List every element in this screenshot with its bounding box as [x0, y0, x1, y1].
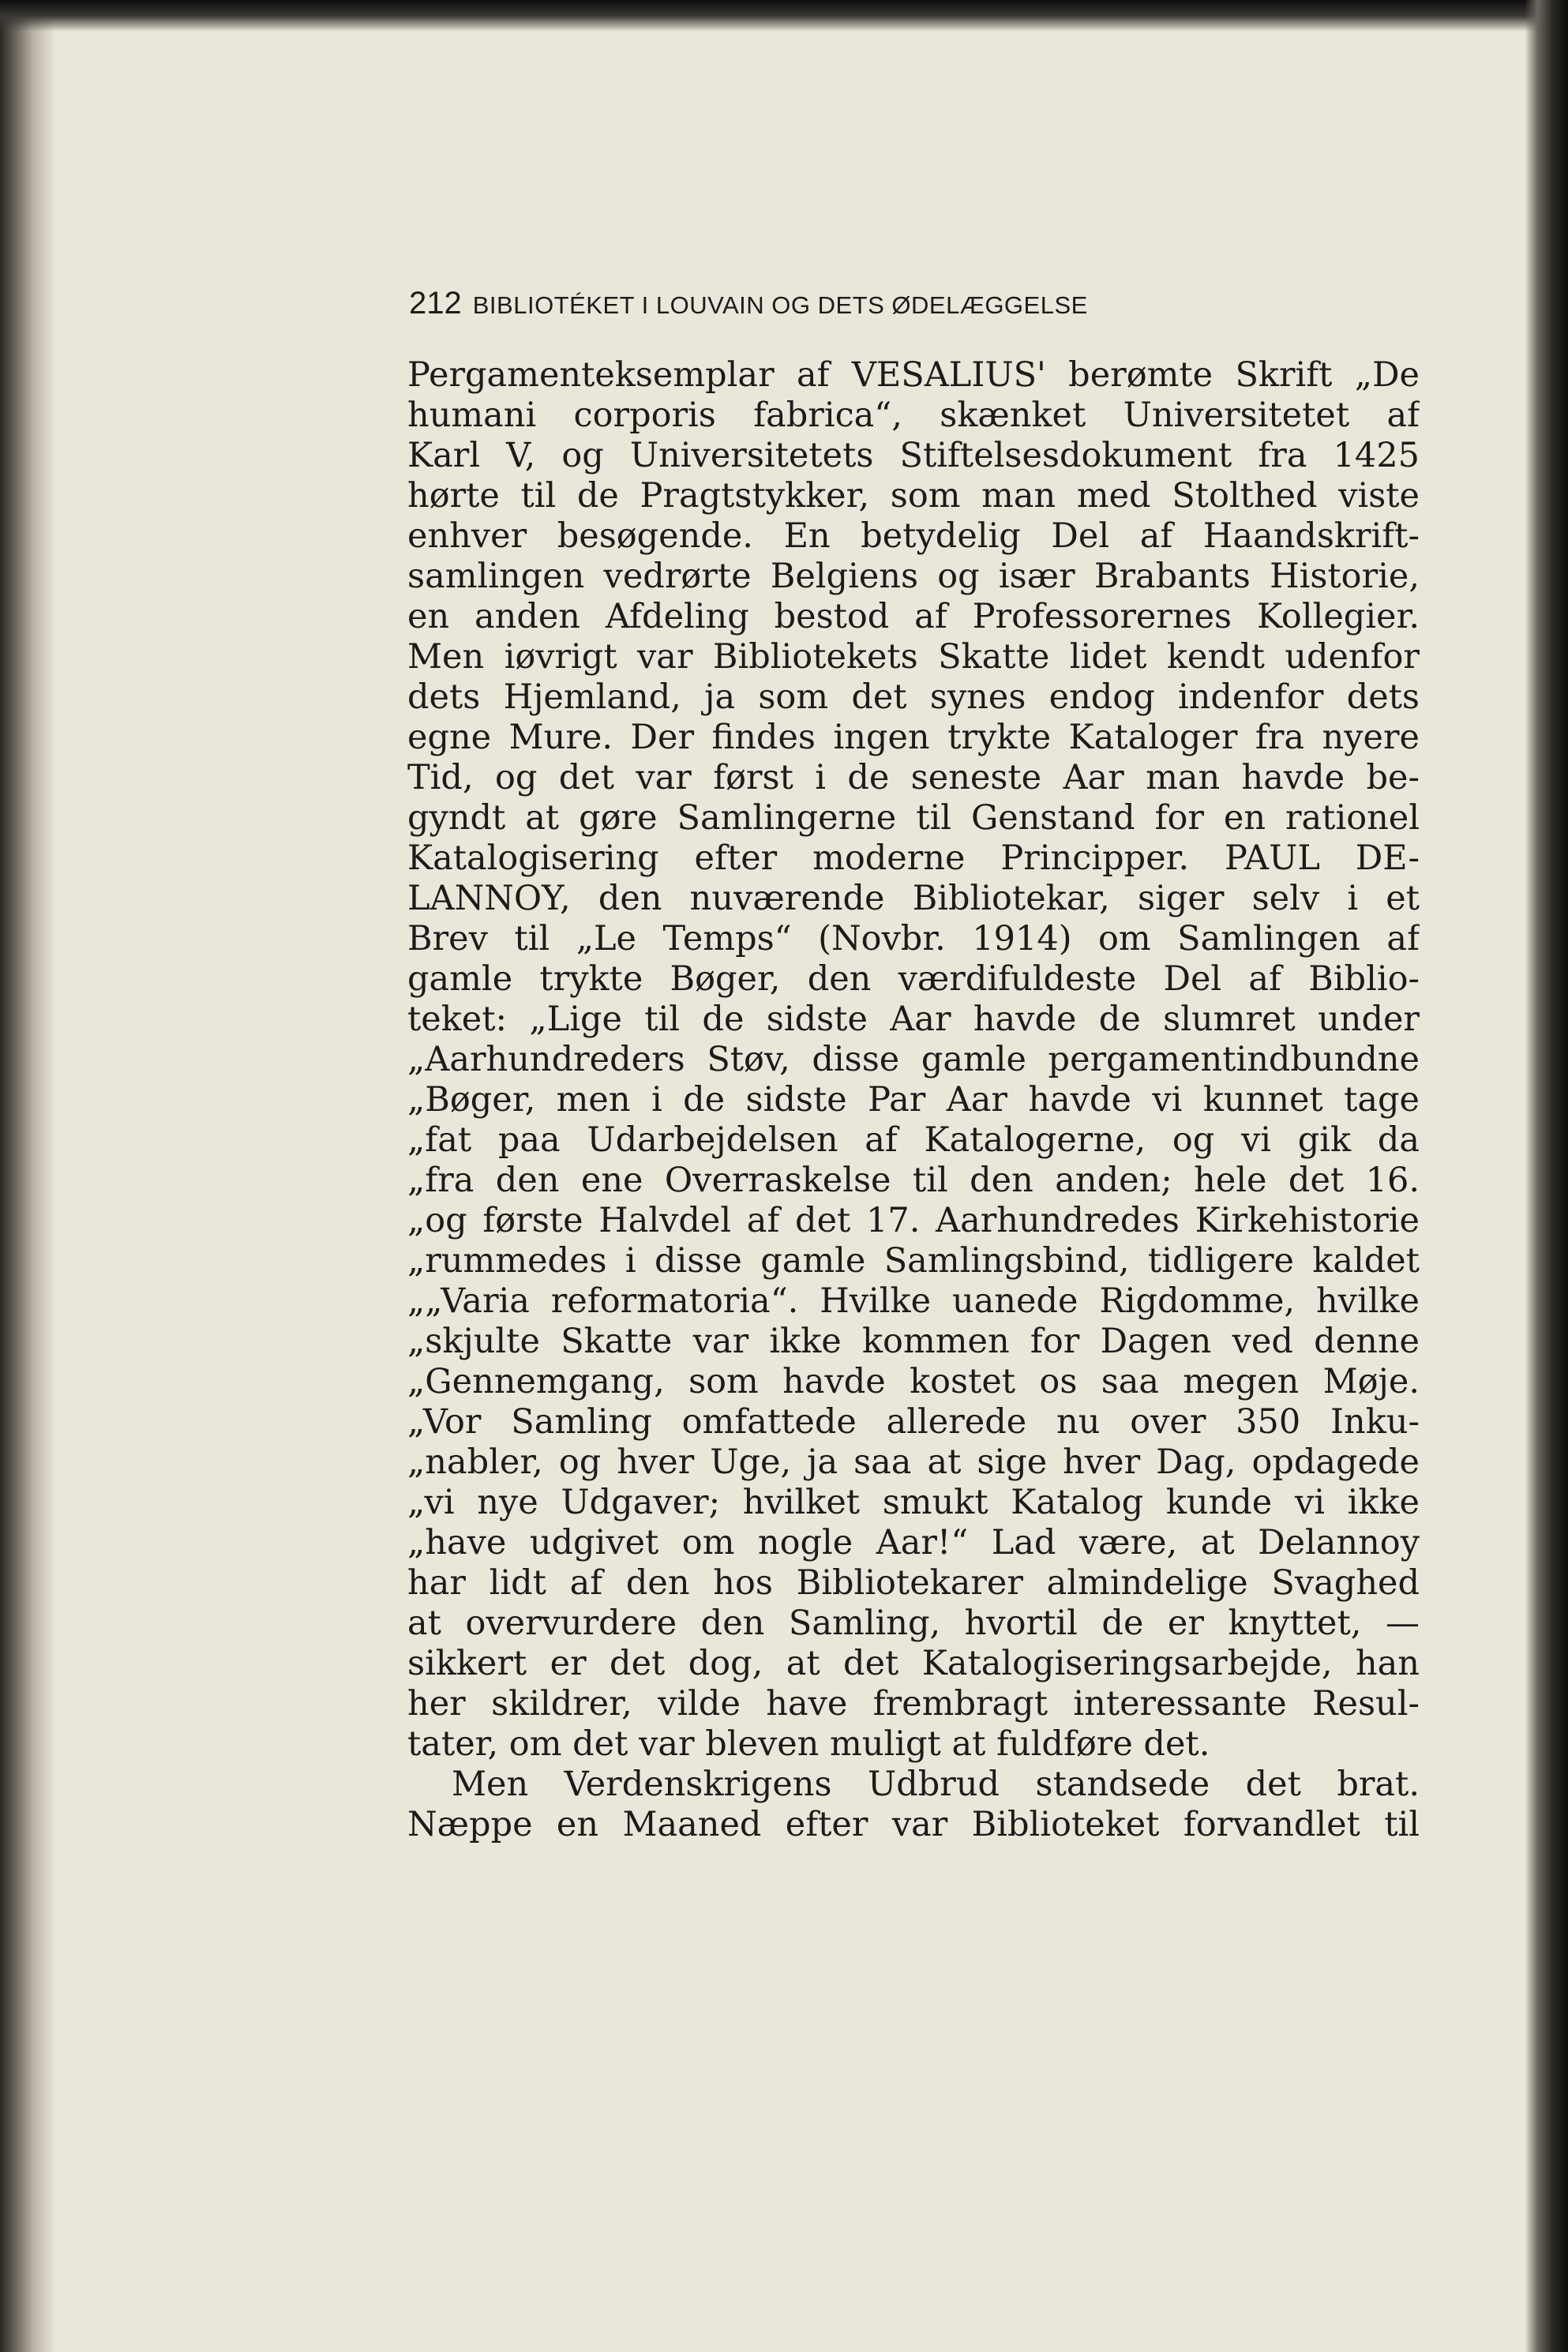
- text-line: Næppe en Maaned efter var Biblioteket forvandlet til: [407, 1805, 1420, 1844]
- page-number: 212: [409, 286, 462, 321]
- text-line: „fat paa Udarbejdelsen af Katalogerne, og vi gik da: [407, 1120, 1420, 1160]
- text-line: „fra den ene Overraskelse til den anden; hele det 16.: [407, 1161, 1420, 1200]
- running-head: [409, 286, 1420, 330]
- text-line: gyndt at gøre Samlingerne til Genstand for en rationel: [407, 798, 1420, 838]
- text-line: „Vor Samling omfattede allerede nu over 350 Inku-: [407, 1402, 1420, 1442]
- text-line: har lidt af den hos Bibliotekarer almindelige Svaghed: [407, 1563, 1420, 1603]
- text-line: „skjulte Skatte var ikke kommen for Dagen ved denne: [407, 1322, 1420, 1361]
- text-line: „Bøger, men i de sidste Par Aar havde vi kunnet tage: [407, 1080, 1420, 1120]
- text-line: samlingen vedrørte Belgiens og især Brabants Historie,: [407, 557, 1420, 596]
- page-stack-edge: [1525, 0, 1568, 2352]
- text-line: Katalogisering efter moderne Principper. PAUL DE-: [407, 838, 1420, 878]
- text-line: hørte til de Pragtstykker, som man med Stolthed viste: [407, 476, 1420, 516]
- text-line: dets Hjemland, ja som det synes endog indenfor dets: [407, 677, 1420, 717]
- text-line: „og første Halvdel af det 17. Aarhundredes Kirkehistorie: [407, 1201, 1420, 1240]
- text-line: „vi nye Udgaver; hvilket smukt Katalog kunde vi ikke: [407, 1483, 1420, 1522]
- binding-shadow: [0, 0, 55, 2352]
- text-line: her skildrer, vilde have frembragt interessante Resul-: [407, 1684, 1420, 1724]
- text-line: at overvurdere den Samling, hvortil de er knyttet, —: [407, 1604, 1420, 1643]
- text-line: Tid, og det var først i de seneste Aar man havde be-: [407, 758, 1420, 797]
- text-line: Men Verdenskrigens Udbrud standsede det brat.: [452, 1765, 1420, 1804]
- running-head-title: BIBLIOTÉKET I LOUVAIN OG DETS ØDELÆGGELSE: [472, 291, 1088, 319]
- text-line: LANNOY, den nuværende Bibliotekar, siger selv i et: [407, 879, 1420, 918]
- text-line: egne Mure. Der findes ingen trykte Kataloger fra nyere: [407, 718, 1420, 757]
- text-line: „have udgivet om nogle Aar!“ Lad være, at Delannoy: [407, 1523, 1420, 1562]
- text-line: „„Varia reformatoria“. Hvilke uanede Rigdomme, hvilke: [407, 1281, 1420, 1321]
- text-line: „nabler, og hver Uge, ja saa at sige hver Dag, opdagede: [407, 1442, 1420, 1482]
- top-edge-shadow: [0, 0, 1568, 32]
- text-line: sikkert er det dog, at det Katalogiseringsarbejde, han: [407, 1644, 1420, 1683]
- text-line: humani corporis fabrica“, skænket Universitetet af: [407, 396, 1420, 435]
- body-text: [407, 355, 1420, 1845]
- text-line: tater, om det var bleven muligt at fuldføre det.: [407, 1724, 1210, 1764]
- text-line: gamle trykte Bøger, den værdifuldeste Del af Biblio-: [407, 959, 1420, 999]
- text-line: enhver besøgende. En betydelig Del af Haandskrift-: [407, 516, 1420, 556]
- text-line: „Gennemgang, som havde kostet os saa megen Møje.: [407, 1362, 1420, 1401]
- text-line: en anden Afdeling bestod af Professorernes Kollegier.: [407, 597, 1420, 636]
- text-line: Karl V, og Universitetets Stiftelsesdokument fra 1425: [407, 436, 1420, 475]
- text-line: Brev til „Le Temps“ (Novbr. 1914) om Samlingen af: [407, 919, 1420, 958]
- text-line: „Aarhundreders Støv, disse gamle pergamentindbundne: [407, 1040, 1420, 1079]
- text-line: „rummedes i disse gamle Samlingsbind, tidligere kaldet: [407, 1241, 1420, 1281]
- text-line: teket: „Lige til de sidste Aar havde de slumret under: [407, 1000, 1420, 1039]
- text-line: Men iøvrigt var Bibliotekets Skatte lidet kendt udenfor: [407, 637, 1420, 677]
- text-line: Pergamenteksemplar af VESALIUS' berømte Skrift „De: [407, 355, 1420, 395]
